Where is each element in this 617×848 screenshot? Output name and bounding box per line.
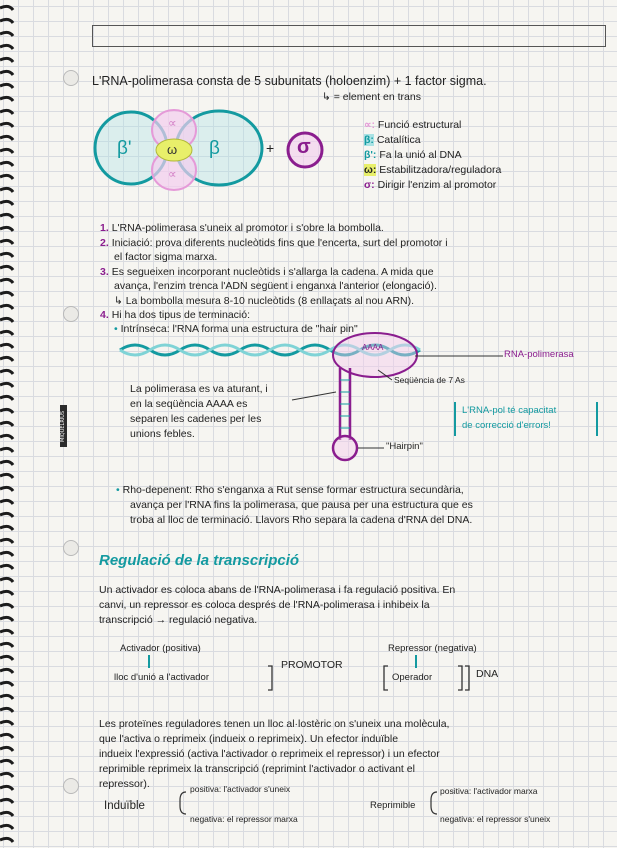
step-3-note: ↳ La bombolla mesura 8-10 nucleòtids (8 enllaçats al nou ARN). [114,295,415,307]
legend-item-beta-prime: β': Fa la unió al DNA [364,149,462,161]
brand-label: MIQUELRIUS [60,405,67,447]
reg-para2-line2: que l'activa o reprimeix (indueix o reprimeix). Un efector induïble [99,733,399,745]
sigma-label: σ [297,136,311,158]
intro-note: ↳ = element en trans [322,91,421,103]
step-4: 4. Hi ha dos tipus de terminació: [100,309,251,321]
repressible-positive: positiva: l'activador marxa [440,786,538,796]
reg-para1-line3: transcripció → regulació negativa. [99,614,258,626]
alpha-bottom-label: ∝ [168,167,177,181]
step-1: 1. L'RNA-polimerasa s'uneix al promotor i s'obre la bombolla. [100,222,384,234]
reg-para2-line3: indueix l'expressió (activa l'activador o reprimeix el repressor) i un efector [99,748,440,760]
inducible-negative: negativa: el repressor marxa [190,814,298,824]
intrinsic-note-1: La polimerasa es va aturant, i [130,383,268,395]
bracket-4 [465,666,469,690]
step-2: 2. Iniciació: prova diferents nucleòtids fins que l'encerta, surt del promotor i [100,237,448,249]
legend-item-sigma: σ: Dirigir l'enzim al promotor [364,179,497,191]
beta-prime-label: β' [117,138,132,159]
intrinsic-note-3: separen les cadenes per les [130,413,262,425]
label-polymerase: RNA-polimerasa [504,349,574,360]
repressible-negative: negativa: el repressor s'uneix [440,814,551,824]
repressor-label: Repressor (negativa) [388,643,477,654]
promotor-label: PROMOTOR [281,659,343,671]
reg-para2-line5: repressor). [99,778,150,790]
step-2-cont: el factor sigma marxa. [114,251,218,263]
section-title: Regulació de la transcripció [99,552,300,569]
intrinsic-note-4: unions febles. [130,428,195,440]
bracket-3 [458,666,462,690]
reg-para1-line2: canvi, un repressor es coloca després de l'RNA-polimerasa i inhibeix la [99,599,430,611]
operator-label: Operador [392,672,433,683]
inducible-brace [180,792,186,814]
rho-line-3: troba al lloc de terminació. Llavors Rho separa la cadena d'RNA del DNA. [130,514,473,526]
bracket-2 [384,666,388,690]
reg-para2-line1: Les proteïnes reguladores tenen un lloc al·lostèric on s'uneix una molècula, [99,718,450,730]
intrinsic-note-2: en la seqüència AAAA es [130,398,248,410]
repressible-label: Reprimible [370,800,416,811]
legend-item-omega: ω: Estabilitzadora/reguladora [364,164,502,176]
reg-para1-line1: Un activador es coloca abans de l'RNA-polimerasa i fa regulació positiva. En [99,584,456,596]
plus-sign: + [266,140,275,156]
activator-site-label: lloc d'unió a l'activador [114,672,209,683]
bracket-1 [268,666,272,690]
loop-letters: AAAA [362,343,384,352]
reg-para2-line4: reprimible reprimeix la transcripció (reprimint l'activador o activant el [99,763,415,775]
activator-label: Activador (positiva) [120,643,201,654]
legend-item-beta: β: Catalítica [364,134,421,146]
intrinsic-heading: • Intrínseca: l'RNA forma una estructura de "hair pin" [114,323,358,335]
beta-label: β [209,138,220,159]
rho-line-1: • Rho-depenent: Rho s'enganxa a Rut sense formar estructura secundària, [116,484,464,496]
label-hairpin: "Hairpin" [386,441,423,452]
step-3-cont: avança, l'enzim trenca l'ADN següent i enganxa l'anterior (elongació). [114,280,437,292]
repressible-brace [431,792,437,814]
rho-line-2: avança per l'RNA fins la polimerasa, que pausa per una estructura que es [130,499,473,511]
note-box-line-1: L'RNA-pol té capacitat [462,405,557,416]
legend-item-alpha: ∝: Funció estructural [364,119,462,131]
step-3: 3. Es segueixen incorporant nucleòtids i s'allarga la cadena. A mida que [100,266,434,278]
inducible-label: Induïble [104,800,145,812]
intro-line: L'RNA-polimerasa consta de 5 subunitats (holoenzim) + 1 factor sigma. [92,74,487,88]
dna-label: DNA [476,668,499,680]
inducible-positive: positiva: l'activador s'uneix [190,784,291,794]
alpha-top-label: ∝ [168,116,177,130]
omega-label: ω [167,142,178,157]
label-seq: Seqüència de 7 As [394,375,465,385]
note-box-line-2: de correcció d'errors! [462,420,551,431]
